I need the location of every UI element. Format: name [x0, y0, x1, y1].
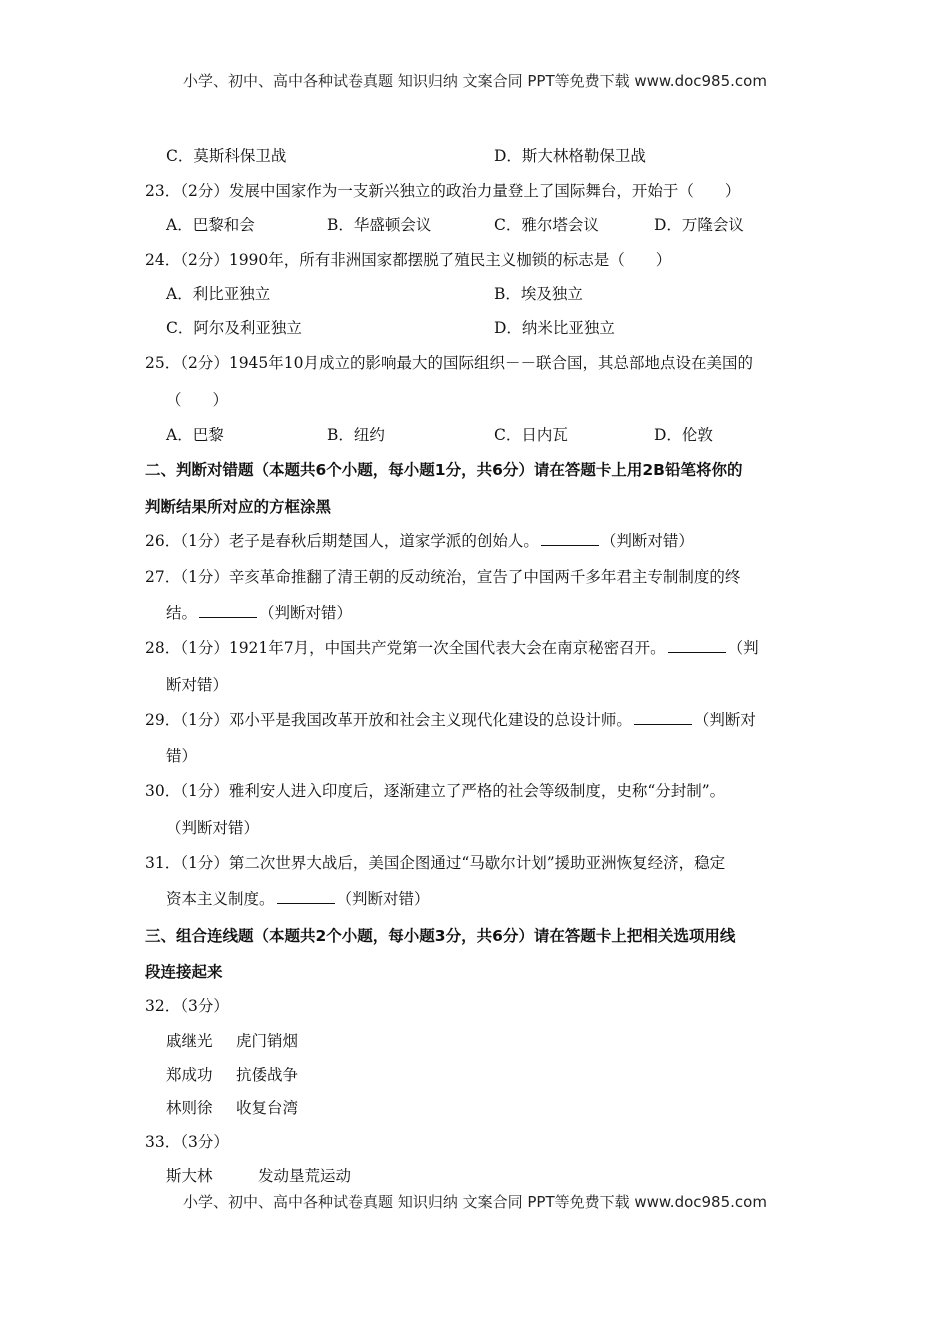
q33-right-1: 发动垦荒运动 — [258, 1167, 352, 1185]
q27-text: 27．（1分）辛亥革命推翻了清王朝的反动统治，宣告了中国两千多年君主专制制度的终 — [145, 568, 741, 586]
q29-text: 29．（1分）邓小平是我国改革开放和社会主义现代化建设的总设计师。 — [145, 711, 632, 729]
q25-option-a: A．巴黎 — [166, 426, 224, 444]
q23-option-d: D．万隆会议 — [654, 216, 744, 234]
q22-option-d: D．斯大林格勒保卫战 — [494, 147, 646, 165]
q22-option-c: C．莫斯科保卫战 — [166, 147, 287, 165]
q26 — [145, 530, 694, 552]
q28-suffix: （判 — [727, 639, 759, 657]
q32-right-1: 虎门销烟 — [236, 1032, 299, 1050]
page-header: 小学、初中、高中各种试卷真题 知识归纳 文案合同 PPT等免费下载 www.doc985.com — [183, 72, 767, 90]
q31-suffix: （判断对错） — [336, 890, 430, 908]
q29-suffix: （判断对 — [693, 711, 756, 729]
q23-option-b: B．华盛顿会议 — [327, 216, 432, 234]
q28-cont: 断对错） — [166, 676, 229, 694]
q29-cont: 错） — [166, 747, 198, 765]
q32-right-2: 抗倭战争 — [236, 1066, 299, 1084]
q33-stem: 33．（3分） — [145, 1133, 229, 1151]
q25-stem: 25．（2分）1945年10月成立的影响最大的国际组织－－联合国，其总部地点设在美国的 — [145, 354, 754, 372]
q30-text: 30．（1分）雅利安人进入印度后，逐渐建立了严格的社会等级制度，史称“分封制”。 — [145, 782, 726, 800]
q26-text: 26．（1分）老子是春秋后期楚国人，道家学派的创始人。 — [145, 532, 539, 550]
answer-blank[interactable] — [541, 531, 599, 546]
q32-left-1: 戚继光 — [166, 1032, 213, 1050]
q24-option-d: D．纳米比亚独立 — [494, 319, 615, 337]
q25-option-b: B．纽约 — [327, 426, 385, 444]
q24-option-b: B．埃及独立 — [494, 285, 583, 303]
q31-cont — [166, 888, 430, 910]
q23-option-c: C．雅尔塔会议 — [494, 216, 599, 234]
section3-heading: 三、组合连线题（本题共2个小题，每小题3分，共6分）请在答题卡上把相关选项用线 — [145, 927, 736, 945]
q24-option-c: C．阿尔及利亚独立 — [166, 319, 302, 337]
q32-left-3: 林则徐 — [166, 1099, 213, 1117]
q31-text-cont: 资本主义制度。 — [166, 890, 275, 908]
q26-suffix: （判断对错） — [600, 532, 694, 550]
section3-heading-cont: 段连接起来 — [145, 963, 223, 981]
q27-text-cont: 结。 — [166, 604, 198, 622]
page-footer: 小学、初中、高中各种试卷真题 知识归纳 文案合同 PPT等免费下载 www.doc985.com — [183, 1193, 767, 1211]
q32-right-3: 收复台湾 — [236, 1099, 299, 1117]
answer-blank[interactable] — [199, 603, 257, 618]
q30-cont: （判断对错） — [166, 819, 260, 837]
q32-stem: 32．（3分） — [145, 997, 229, 1015]
q24-stem: 24．（2分）1990年，所有非洲国家都摆脱了殖民主义枷锁的标志是（ ） — [145, 251, 672, 269]
q25-option-d: D．伦敦 — [654, 426, 713, 444]
answer-blank[interactable] — [277, 889, 335, 904]
answer-blank[interactable] — [668, 638, 726, 653]
q31-text: 31．（1分）第二次世界大战后，美国企图通过“马歇尔计划”援助亚洲恢复经济，稳定 — [145, 854, 726, 872]
q24-option-a: A．利比亚独立 — [166, 285, 271, 303]
q23-option-a: A．巴黎和会 — [166, 216, 255, 234]
q29 — [145, 709, 756, 731]
q23-stem: 23．（2分）发展中国家作为一支新兴独立的政治力量登上了国际舞台，开始于（ ） — [145, 182, 741, 200]
section2-heading: 二、判断对错题（本题共6个小题，每小题1分，共6分）请在答题卡上用2B铅笔将你的 — [145, 461, 743, 479]
q28 — [145, 637, 759, 659]
q27-cont — [166, 602, 352, 624]
q25-stem-cont: （ ） — [166, 391, 229, 409]
q25-option-c: C．日内瓦 — [494, 426, 568, 444]
q33-left-1: 斯大林 — [166, 1167, 213, 1185]
q27-suffix: （判断对错） — [259, 604, 353, 622]
answer-blank[interactable] — [634, 710, 692, 725]
q28-text: 28．（1分）1921年7月，中国共产党第一次全国代表大会在南京秘密召开。 — [145, 639, 666, 657]
q32-left-2: 郑成功 — [166, 1066, 213, 1084]
section2-heading-cont: 判断结果所对应的方框涂黑 — [145, 498, 332, 516]
